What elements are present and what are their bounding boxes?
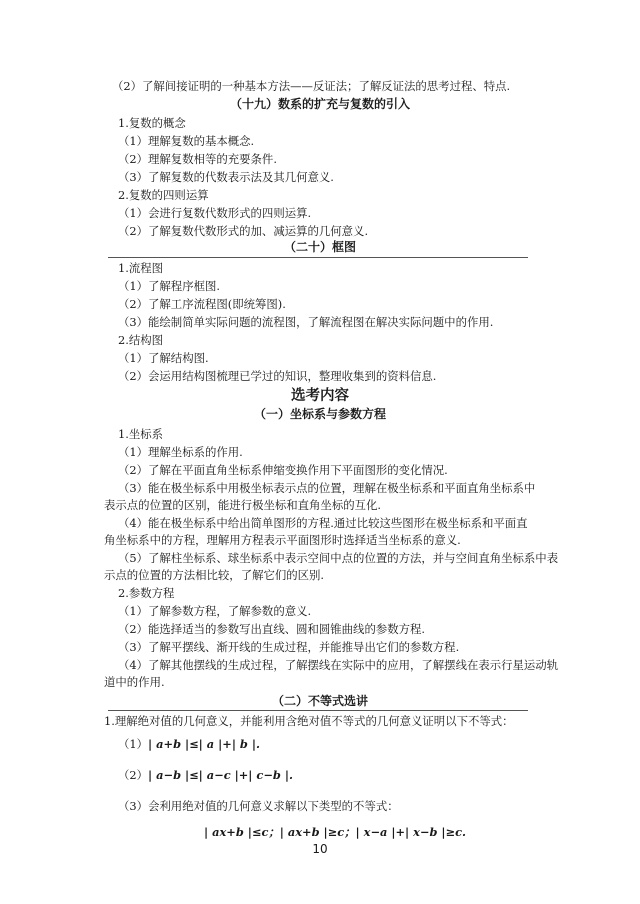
item-heading: 1.理解绝对值的几何意义，并能利用含绝对值不等式的几何意义证明以下不等式： (104, 714, 514, 728)
item-heading: 2.结构图 (118, 333, 164, 347)
text-line: 道中的作用. (104, 675, 165, 689)
formula-line (118, 767, 293, 783)
text-line: （5）了解柱坐标系、球坐标系中表示空间中点的位置的方法，并与空间直角坐标系中表 (118, 551, 559, 565)
page-number: 10 (312, 842, 328, 856)
optional-heading-1: （一）坐标系与参数方程 (253, 407, 386, 421)
formula-prefix: （1） (118, 737, 149, 751)
text-line: （1）理解复数的基本概念. (118, 134, 255, 148)
text-line: （1）理解坐标系的作用. (118, 445, 243, 459)
item-heading: 1.复数的概念 (118, 116, 186, 130)
text-line: （1）了解程序框图. (118, 279, 220, 293)
item-heading: 2.复数的四则运算 (118, 188, 209, 202)
text-line: （2）理解复数相等的充要条件. (118, 152, 277, 166)
text-line: （3）会利用绝对值的几何意义求解以下类型的不等式： (118, 799, 399, 813)
divider (108, 710, 528, 711)
section-heading-20: （二十）框图 (283, 240, 356, 254)
item-heading: 1.流程图 (118, 261, 164, 275)
optional-heading-2: （二）不等式选讲 (271, 694, 368, 708)
text-line: （1）了解参数方程，了解参数的意义. (118, 604, 312, 618)
text-line: （1）会进行复数代数形式的四则运算. (118, 206, 312, 220)
text-line: （3）了解平摆线、渐开线的生成过程，并能推导出它们的参数方程. (118, 640, 460, 654)
item-heading: 2.参数方程 (118, 586, 175, 600)
text-line: （1）了解结构图. (118, 351, 209, 365)
text-line: （2）了解在平面直角坐标系伸缩变换作用下平面图形的变化情况. (118, 463, 448, 477)
optional-content-title: 选考内容 (291, 388, 349, 404)
text-line: （4）能在极坐标系中给出简单图形的方程.通过比较这些图形在极坐标系和平面直 (118, 516, 528, 530)
divider (108, 257, 528, 258)
item-heading: 1.坐标系 (118, 427, 164, 441)
text-line: （2）了解工序流程图(即统筹图). (118, 297, 286, 311)
text-line: （2）会运用结构图梳理已学过的知识，整理收集到的资料信息. (118, 369, 437, 383)
formula-math: | a+b |≤| a |+| b |. (148, 737, 260, 751)
formula-prefix: （2） (118, 768, 149, 782)
text-line: 表示点的位置的区别，能进行极坐标和直角坐标的互化. (104, 498, 381, 512)
text-line: （4）了解其他摆线的生成过程，了解摆线在实际中的应用，了解摆线在表示行星运动轨 (118, 658, 559, 672)
text-line: （2）了解间接证明的一种基本方法——反证法；了解反证法的思考过程、特点. (112, 79, 511, 93)
section-heading-19: （十九）数系的扩充与复数的引入 (229, 97, 410, 111)
text-line: （3）了解复数的代数表示法及其几何意义. (118, 170, 334, 184)
text-line: （2）了解复数代数形式的加、减运算的几何意义. (118, 224, 369, 238)
inequality-list (204, 824, 466, 840)
text-line: 示点的位置的方法相比较，了解它们的区别. (104, 568, 325, 582)
text-line: （2）能选择适当的参数写出直线、圆和圆锥曲线的参数方程. (118, 622, 426, 636)
text-line: （3）能绘制简单实际问题的流程图，了解流程图在解决实际问题中的作用. (118, 315, 494, 329)
text-line: 角坐标系中的方程，理解用方程表示平面图形时选择适当坐标系的意义. (104, 533, 461, 547)
formula-line (118, 736, 260, 752)
formula-math: | a−b |≤| a−c |+| c−b |. (148, 768, 293, 782)
formula-math: | ax+b |≤c；| ax+b |≥c；| x−a |+| x−b |≥c. (204, 825, 466, 839)
text-line: （3）能在极坐标系中用极坐标表示点的位置，理解在极坐标系和平面直角坐标系中 (118, 481, 536, 495)
